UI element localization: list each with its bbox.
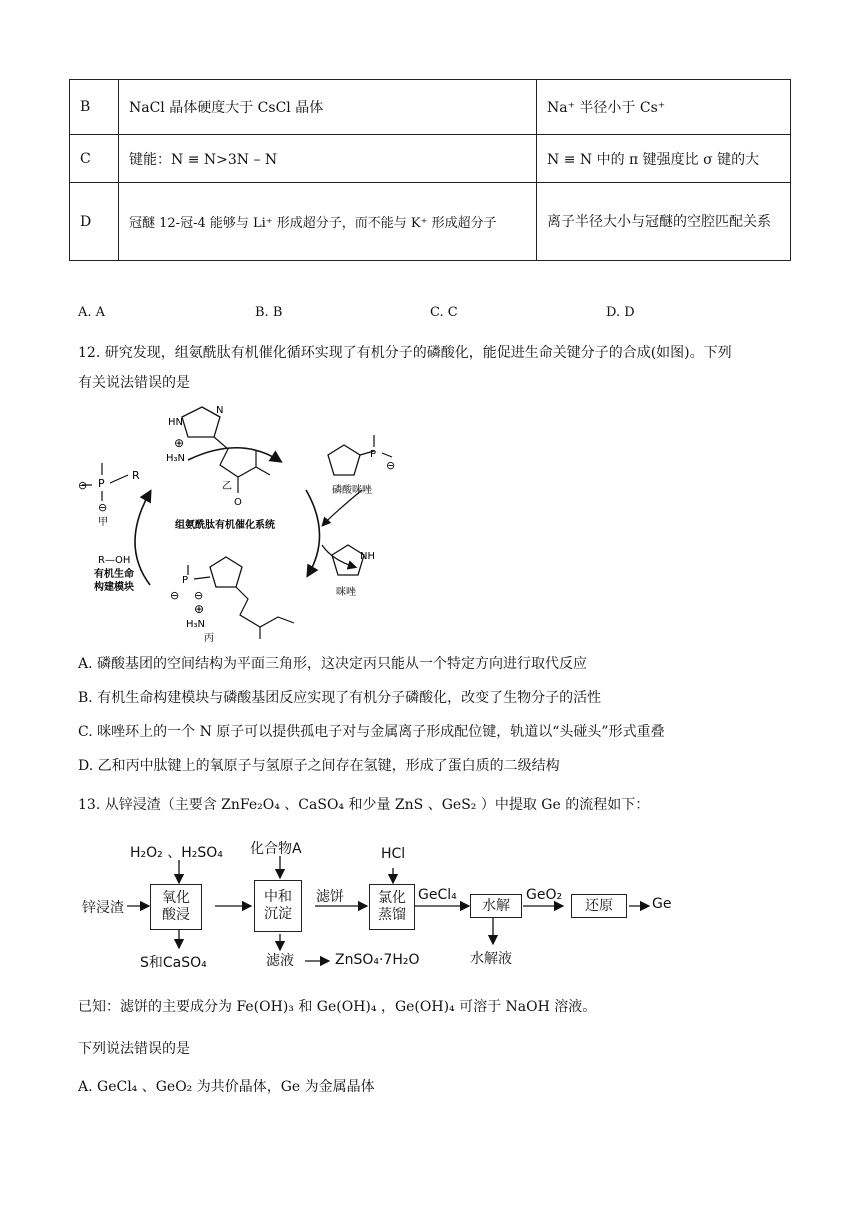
znso4-product: ZnSO₄·7H₂O <box>335 952 420 968</box>
imidazole-out-arrow <box>322 545 355 567</box>
svg-text:H₃N: H₃N <box>186 619 206 630</box>
yi-label: 乙 <box>222 481 232 492</box>
imidazole-label: 咪唑 <box>336 587 356 598</box>
building-block-label-2: 构建模块 <box>94 582 134 593</box>
svg-text:P: P <box>370 449 377 460</box>
q12-stem-line1: 12. 研究发现，组氨酰肽有机催化循环实现了有机分子的磷酸化，能促进生命关键分子的合成(如图)。下列 <box>78 345 732 361</box>
reduction-box: 还原 <box>571 894 627 918</box>
o-label: O <box>234 497 242 508</box>
svg-text:⊖: ⊖ <box>194 589 204 602</box>
cycle-arrow-top <box>188 448 280 461</box>
q12-option-c: C. 咪唑环上的一个 N 原子可以提供孤电子对与金属离子形成配位键，轨道以“头碰头”形式重叠 <box>78 724 665 740</box>
q11-option-b: B. B <box>255 305 283 320</box>
row-label: D <box>70 183 119 261</box>
q12-option-b: B. 有机生命构建模块与磷酸基团反应实现了有机分子磷酸化，改变了生物分子的活性 <box>78 690 602 706</box>
gecl4-label: GeCl₄ <box>418 887 457 903</box>
q12-option-d: D. 乙和丙中肽键上的氧原子与氢原子之间存在氢键，形成了蛋白质的二级结构 <box>78 758 560 774</box>
cycle-arrow-left <box>135 492 150 585</box>
question-table <box>69 79 791 261</box>
svg-text:⊖: ⊖ <box>386 459 396 472</box>
row-explanation: 离子半径大小与冠醚的空腔匹配关系 <box>537 183 791 261</box>
flow-end-ge: Ge <box>652 896 672 912</box>
svg-text:⊖: ⊖ <box>170 589 180 602</box>
hn-label: HN <box>168 417 183 428</box>
filtrate-label: 滤液 <box>266 953 294 969</box>
row-explanation: N ≡ N 中的 π 键强度比 σ 键的大 <box>537 135 791 183</box>
cycle-arrow-right <box>306 490 320 575</box>
svg-text:P: P <box>182 575 189 586</box>
q11-option-c: C. C <box>430 305 458 320</box>
table-row <box>70 135 791 183</box>
svg-text:⊕: ⊕ <box>194 602 205 616</box>
row-explanation: Na⁺ 半径小于 Cs⁺ <box>537 80 791 135</box>
reagent-compound-a: 化合物A <box>250 841 302 857</box>
row-statement: 冠醚 12-冠-4 能够与 Li⁺ 形成超分子，而不能与 K⁺ 形成超分子 <box>119 183 537 261</box>
phosphoimidazole-label: 磷酸咪唑 <box>332 485 372 496</box>
row-label: C <box>70 135 119 183</box>
q13-option-a: A. GeCl₄ 、GeO₂ 为共价晶体，Ge 为金属晶体 <box>78 1079 375 1095</box>
hydrolysis-box: 水解 <box>470 894 522 918</box>
roh-label: R—OH <box>98 555 131 566</box>
svg-text:⊕: ⊕ <box>174 436 185 450</box>
geo2-label: GeO₂ <box>526 887 563 903</box>
q12-option-a: A. 磷酸基团的空间结构为平面三角形，这决定丙只能从一个特定方向进行取代反应 <box>78 656 588 672</box>
filter-cake-label: 滤饼 <box>316 889 344 905</box>
catalytic-cycle-diagram <box>70 395 420 645</box>
row-statement: NaCl 晶体硬度大于 CsCl 晶体 <box>119 80 537 135</box>
table-row <box>70 80 791 135</box>
neutralize-precipitate-box: 中和 沉淀 <box>254 880 302 932</box>
reagent-h2o2-h2so4: H₂O₂ 、H₂SO₄ <box>130 845 223 861</box>
row-statement: 键能：N ≡ N>3N – N <box>119 135 537 183</box>
hydrolysate-label: 水解液 <box>470 951 512 967</box>
output-s-caso4: S和CaSO₄ <box>140 955 207 971</box>
svg-text:⊖: ⊖ <box>78 479 88 492</box>
row-label: B <box>70 80 119 135</box>
jia-label: 甲 <box>98 517 108 528</box>
q12-stem-line2: 有关说法错误的是 <box>78 375 190 391</box>
q11-option-a: A. A <box>78 305 106 320</box>
q13-stem: 13. 从锌浸渣（主要含 ZnFe₂O₄ 、CaSO₄ 和少量 ZnS 、GeS₂ ）中提取 Ge 的流程如下： <box>78 797 650 813</box>
q13-question: 下列说法错误的是 <box>78 1041 190 1057</box>
table-row <box>70 183 791 261</box>
nh-label: NH <box>360 551 375 562</box>
flow-start-label: 锌浸渣 <box>82 900 124 916</box>
p-label: P <box>98 477 105 490</box>
reagent-hcl: HCl <box>381 846 406 862</box>
oxidation-acid-leach-box: 氧化 酸浸 <box>150 884 202 930</box>
n-label: N <box>216 405 224 416</box>
h3n-label: H₃N <box>166 453 186 464</box>
r-label: R <box>132 469 140 482</box>
q13-known: 已知：滤饼的主要成分为 Fe(OH)₃ 和 Ge(OH)₄ ，Ge(OH)₄ 可溶于 NaOH 溶液。 <box>78 999 597 1015</box>
building-block-label-1: 有机生命 <box>94 569 134 580</box>
q11-option-d: D. D <box>606 305 635 320</box>
chlorination-distill-box: 氯化 蒸馏 <box>369 884 415 930</box>
bing-label: 丙 <box>204 633 214 644</box>
imidazole-ring-top <box>182 407 220 437</box>
svg-text:⊖: ⊖ <box>98 501 108 514</box>
catalytic-system-label: 组氨酰肽有机催化系统 <box>175 520 275 531</box>
